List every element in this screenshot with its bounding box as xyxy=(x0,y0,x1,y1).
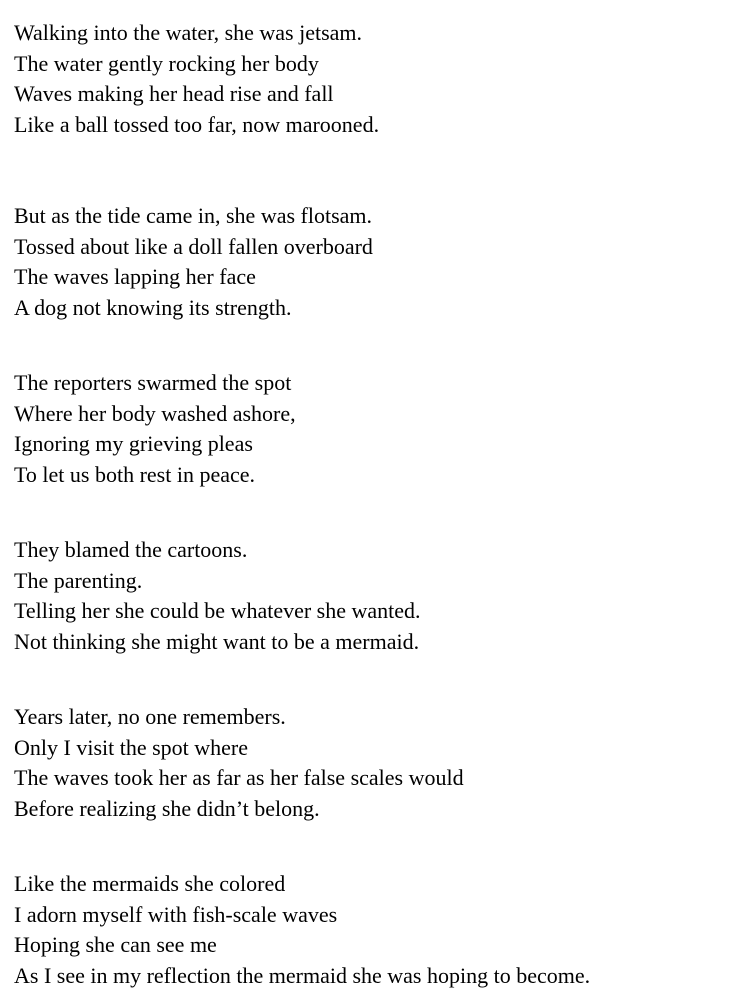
poem-line: Before realizing she didn’t belong. xyxy=(14,795,320,821)
poem-line: But as the tide came in, she was flotsam. xyxy=(14,203,373,228)
poem-line: Years later, no one remembers. xyxy=(14,704,286,729)
stanza-3 xyxy=(14,368,744,490)
poem-line: Telling her she could be whatever she wanted. xyxy=(14,598,421,623)
poem-line: The parenting. xyxy=(14,567,143,593)
poem-line: I adorn myself with fish-scale waves xyxy=(14,901,338,927)
poem-line: Not thinking she might want to be a mermaid. xyxy=(14,628,420,654)
stanza-4 xyxy=(14,535,744,657)
stanza-5 xyxy=(14,702,744,824)
poem-line: The water gently rocking her body xyxy=(14,50,319,76)
poem-line: Only I visit the spot where xyxy=(14,734,249,760)
poem-line: The reporters swarmed the spot xyxy=(14,370,292,395)
stanza-6 xyxy=(14,869,744,991)
poem-page xyxy=(14,18,744,991)
poem-line: They blamed the cartoons. xyxy=(14,537,248,562)
poem-line: The waves took her as far as her false scales would xyxy=(14,765,464,790)
poem-line: Tossed about like a doll fallen overboard xyxy=(14,233,373,259)
poem-line: Walking into the water, she was jetsam. xyxy=(14,20,363,45)
poem-line: As I see in my reflection the mermaid she was hoping to become. xyxy=(14,962,591,988)
poem-line: Waves making her head rise and fall xyxy=(14,81,334,106)
poem-line: Ignoring my grieving pleas xyxy=(14,431,253,456)
poem-line: Like the mermaids she colored xyxy=(14,871,286,896)
poem-line: A dog not knowing its strength. xyxy=(14,294,292,320)
stanza-2 xyxy=(14,201,744,323)
poem-line: Like a ball tossed too far, now marooned. xyxy=(14,111,380,137)
poem-line: To let us both rest in peace. xyxy=(14,461,256,487)
poem-line: Hoping she can see me xyxy=(14,932,217,957)
stanza-1 xyxy=(14,18,744,140)
poem-line: Where her body washed ashore, xyxy=(14,400,296,426)
poem-line: The waves lapping her face xyxy=(14,264,256,289)
